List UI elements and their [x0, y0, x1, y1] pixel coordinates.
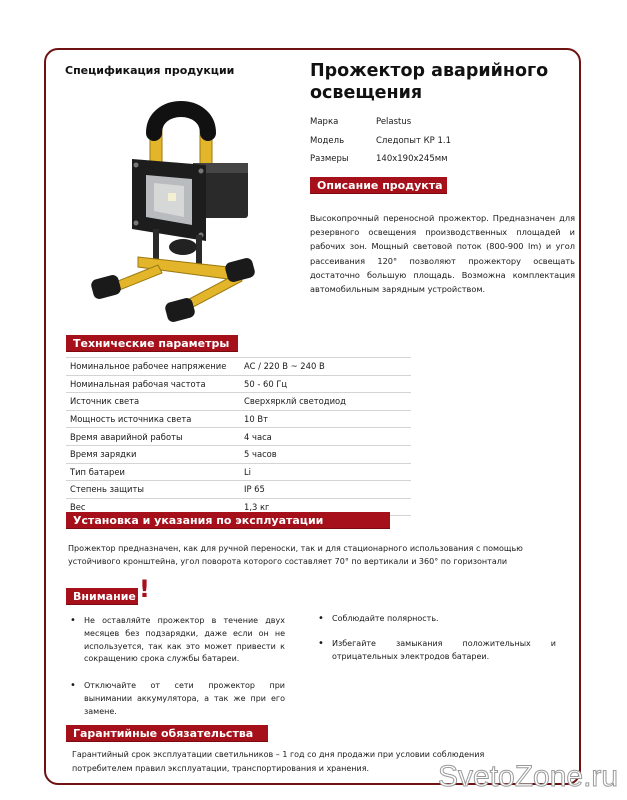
spec-label: Степень защиты [70, 484, 144, 495]
warning-item: • Избегайте замыкания положительных и отрицательных электродов батареи. [318, 638, 556, 664]
spec-value: 1,3 кг [244, 502, 270, 513]
warning-list-right [318, 613, 556, 675]
table-row [66, 375, 411, 393]
spec-label: Номинальное рабочее напряжение [70, 361, 227, 372]
meta-label: Размеры [310, 154, 349, 165]
section-label: Спецификация продукции [65, 64, 235, 77]
floodlight-image [88, 95, 288, 323]
warning-heading: Внимание [66, 588, 138, 605]
description-heading: Описание продукта [310, 177, 447, 194]
warning-list-left [70, 615, 285, 733]
meta-value: Pelastus [376, 117, 412, 128]
spec-value: IP 65 [244, 484, 265, 495]
spec-label: Время зарядки [70, 449, 137, 460]
spec-label: Тип батареи [70, 466, 125, 477]
table-row [66, 463, 411, 481]
table-row [66, 427, 411, 445]
installation-heading: Установка и указания по эксплуатации [66, 512, 390, 529]
meta-value: Следопыт КР 1.1 [376, 135, 451, 146]
spec-value: 50 - 60 Гц [244, 378, 288, 389]
warning-item: • Не оставляйте прожектор в течение двух месяцев без подзарядки, даже если он не используется, так как это может привести к сокращению срока службы батареи. [70, 615, 285, 666]
warranty-heading: Гарантийные обязательства [66, 725, 268, 742]
description-text: Высокопрочный переносной прожектор. Предназначен для резервного освещения производственных площадей и рабочих зон. Мощный световой поток (800-900 lm) и угол рассеивания 120° позволяют прожектору освещать достаточно большую площадь. Возможна комплектация автомобильным зарядным устройством. [310, 213, 575, 295]
table-row [66, 445, 411, 463]
meta-label: Марка [310, 117, 339, 128]
table-row [66, 357, 411, 375]
spec-value: 10 Вт [244, 414, 268, 425]
table-row [66, 410, 411, 428]
spec-value: Li [244, 466, 251, 477]
page-title: Прожектор аварийного освещения [310, 61, 549, 103]
spec-value: Сверхярклй светодиод [244, 396, 346, 407]
floodlight-icon [88, 95, 288, 323]
warning-item: • Соблюдайте полярность. [318, 613, 556, 626]
spec-label: Мощность источника света [70, 414, 192, 425]
spec-label: Номинальная рабочая частота [70, 378, 206, 389]
exclamation-icon: ! [139, 575, 150, 603]
spec-value: 5 часов [244, 449, 277, 460]
spec-label: Источник света [70, 396, 140, 407]
product-meta [310, 113, 451, 169]
meta-row-brand [310, 113, 451, 132]
meta-value: 140x190x245мм [376, 154, 448, 165]
spec-table [66, 357, 411, 516]
spec-value: 4 часа [244, 431, 272, 442]
meta-row-model [310, 132, 451, 151]
spec-label: Вес [70, 502, 86, 513]
spec-label: Время аварийной работы [70, 431, 183, 442]
meta-row-dimensions [310, 150, 451, 169]
meta-label: Модель [310, 135, 345, 146]
watermark: SvetoZone.ru [438, 760, 619, 793]
warning-item: • Отключайте от сети прожектор при вынимании аккумулятора, а так же при его замене. [70, 680, 285, 718]
spec-value: AC / 220 В ~ 240 В [244, 361, 325, 372]
installation-text: Прожектор предназначен, как для ручной переноски, так и для стационарного использования с помощью устойчивого кронштейна, угол поворота которого составляет 70° по вертикали и 360° по горизонтали [68, 544, 523, 566]
warranty-text: Гарантийный срок эксплуатации светильников – 1 год со дня продажи при условии соблюдения потребителем правил эксплуатации, транспортирования и хранения. [72, 750, 485, 773]
table-row [66, 392, 411, 410]
tech-heading: Технические параметры [66, 335, 238, 352]
table-row [66, 480, 411, 498]
